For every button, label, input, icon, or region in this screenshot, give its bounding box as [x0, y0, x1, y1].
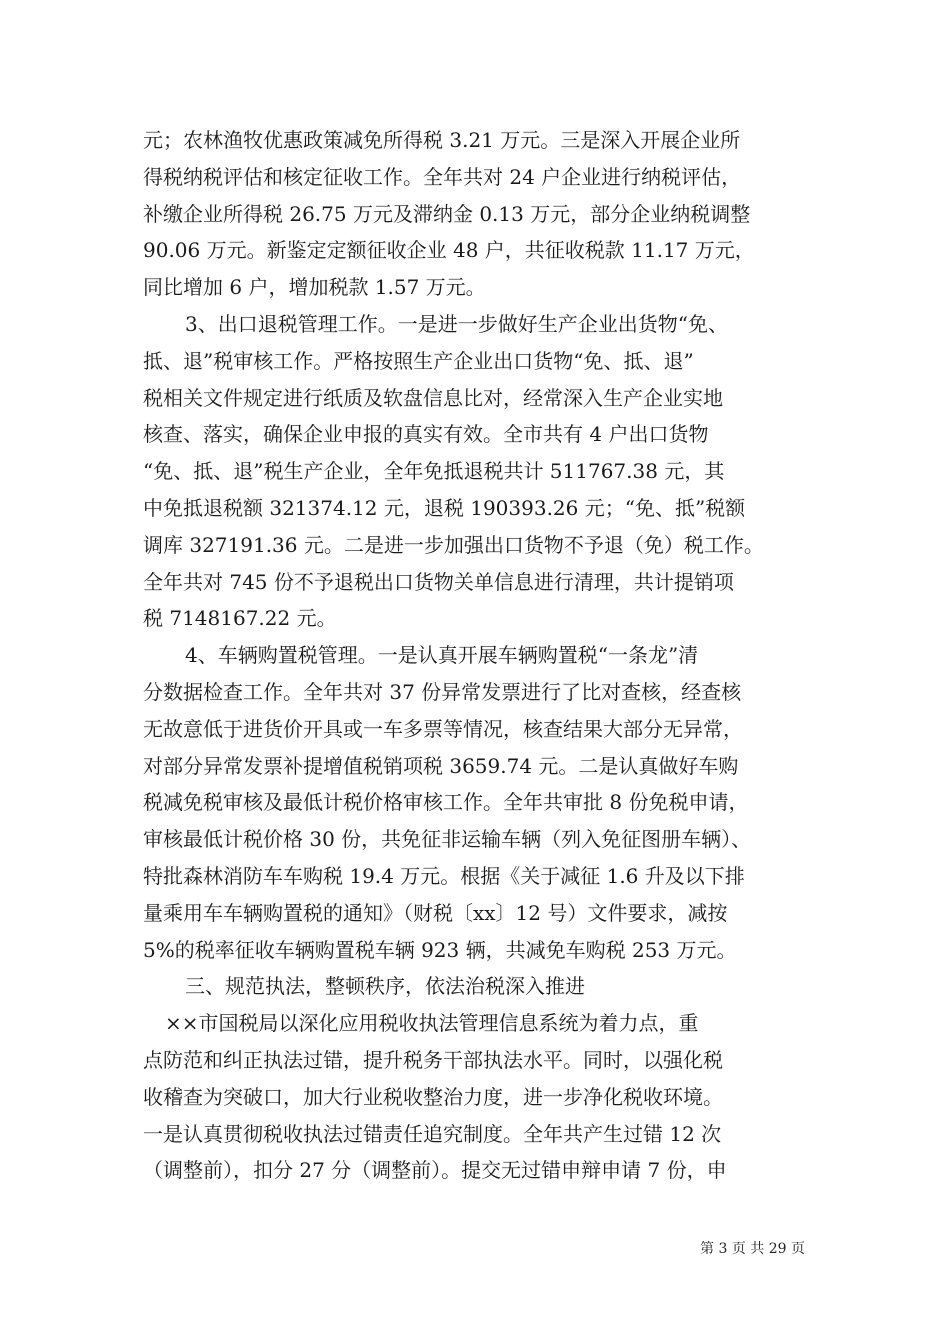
text-line: 5%的税率征收车辆购置税车辆 923 辆，共减免车购税 253 万元。	[143, 937, 737, 962]
text-line: 收稽查为突破口，加大行业税收整治力度，进一步净化税收环境。	[143, 1084, 723, 1109]
text-line: 审核最低计税价格 30 份，共免征非运输车辆（列入免征图册车辆）、	[143, 827, 752, 852]
text-line: 补缴企业所得税 26.75 万元及滞纳金 0.13 万元，部分企业纳税调整	[143, 201, 751, 226]
text-line: 特批森林消防车车购税 19.4 万元。根据《关于减征 1.6 升及以下排	[143, 863, 745, 888]
text-line: ××市国税局以深化应用税收执法管理信息系统为着力点，重	[165, 1011, 699, 1036]
text-line: 中免抵退税额 321374.12 元，退税 190393.26 元；“免、抵”税额	[143, 495, 746, 520]
text-line: 核查、落实，确保企业申报的真实有效。全市共有 4 户出口货物	[143, 422, 709, 447]
text-line: （调整前），扣分 27 分（调整前）。提交无过错申辩申请 7 份，申	[143, 1158, 727, 1183]
document-body	[143, 122, 807, 1189]
text-line: 一是认真贯彻税收执法过错责任追究制度。全年共产生过错 12 次	[143, 1121, 722, 1146]
page-number-footer: 第 3 页 共 29 页	[700, 1241, 805, 1257]
text-line: 税相关文件规定进行纸质及软盘信息比对，经常深入生产企业实地	[143, 385, 723, 410]
text-line: 三、规范执法，整顿秩序，依法治税深入推进	[185, 974, 585, 999]
text-line: 税减免税审核及最低计税价格审核工作。全年共审批 8 份免税申请，	[143, 790, 749, 815]
text-line: 元；农林渔牧优惠政策减免所得税 3.21 万元。三是深入开展企业所	[143, 128, 741, 152]
text-line: 对部分异常发票补提增值税销项税 3659.74 元。二是认真做好车购	[143, 753, 739, 778]
text-line: 90.06 万元。新鉴定定额征收企业 48 户，共征收税款 11.17 万元，	[143, 238, 755, 263]
text-line: “免、抵、退”税生产企业，全年免抵退税共计 511767.38 元，其	[143, 459, 725, 484]
text-line: 同比增加 6 户，增加税款 1.57 万元。	[143, 275, 486, 300]
text-line: 抵、退”税审核工作。严格按照生产企业出口货物“免、抵、退”	[143, 348, 694, 373]
text-line: 得税纳税评估和核定征收工作。全年共对 24 户企业进行纳税评估，	[143, 164, 742, 189]
text-line: 3、出口退税管理工作。一是进一步做好生产企业出货物“免、	[185, 311, 728, 336]
text-line: 调库 327191.36 元。二是进一步加强出口货物不予退（免）税工作。	[143, 532, 764, 557]
text-line: 税 7148167.22 元。	[143, 606, 337, 631]
text-line: 点防范和纠正执法过错，提升税务干部执法水平。同时，以强化税	[143, 1047, 723, 1072]
text-line: 无故意低于进货价开具或一车多票等情况，核查结果大部分无异常，	[143, 716, 743, 741]
text-line: 量乘用车车辆购置税的通知》（财税〔xx〕12 号）文件要求，减按	[143, 900, 728, 925]
text-line: 全年共对 745 份不予退税出口货物关单信息进行清理，共计提销项	[143, 569, 734, 594]
text-line: 4、车辆购置税管理。一是认真开展车辆购置税“一条龙”清	[185, 643, 699, 668]
text-line: 分数据检查工作。全年共对 37 份异常发票进行了比对查核，经查核	[143, 679, 742, 704]
